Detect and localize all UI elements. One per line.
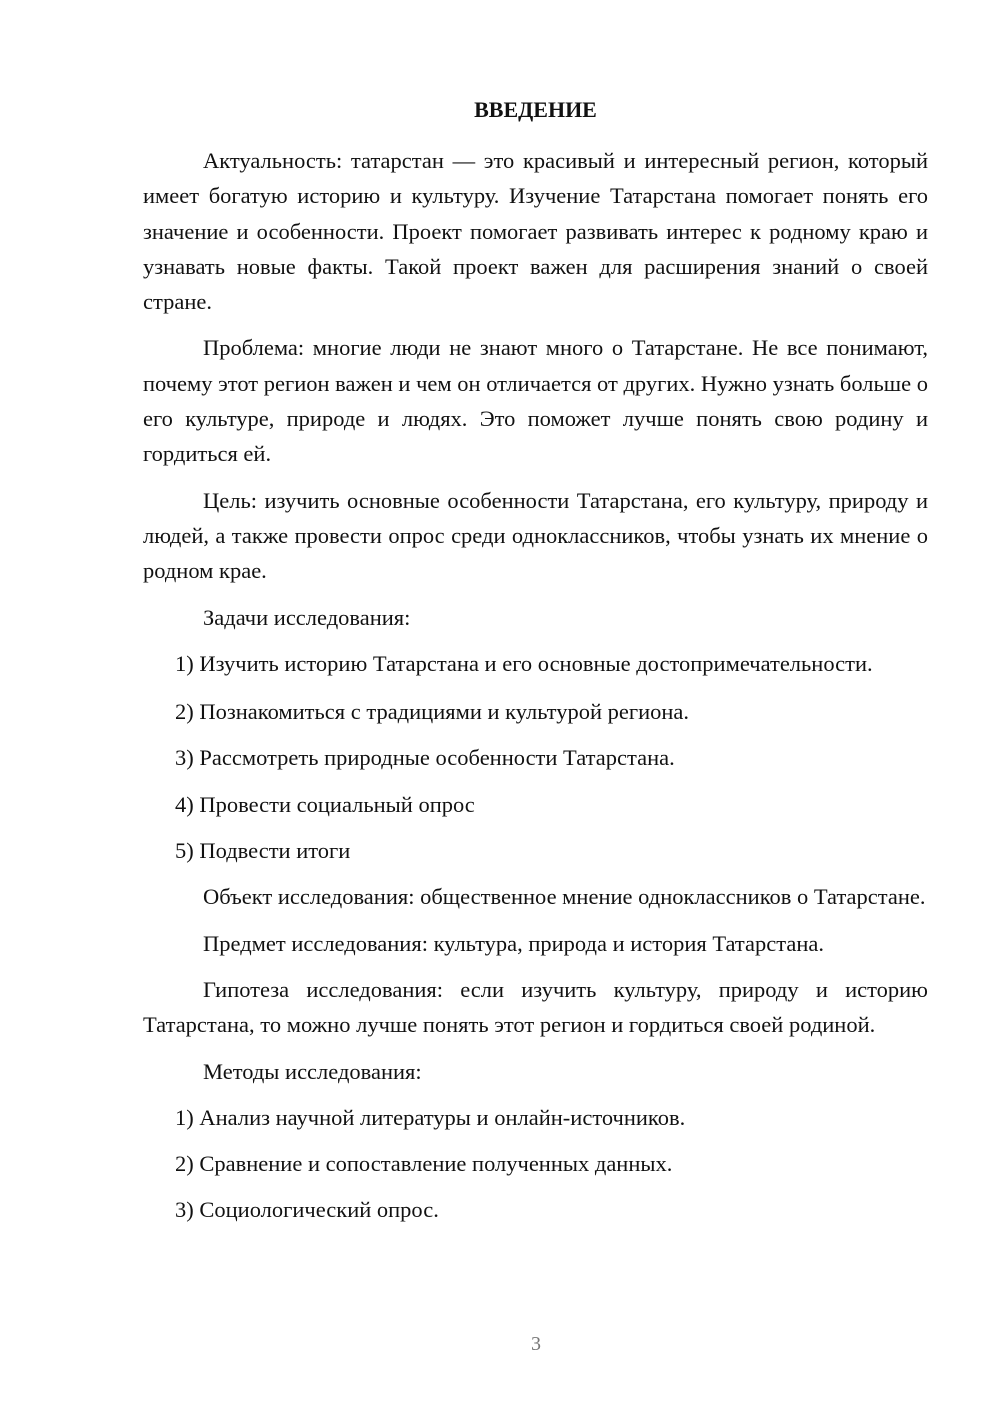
- task-item-1: 1) Изучить историю Татарстана и его основные достопримечательности.: [175, 650, 873, 676]
- method-item-3: 3) Социологический опрос.: [175, 1197, 439, 1223]
- subject-paragraph: Предмет исследования: культура, природа и история Татарстана.: [203, 930, 825, 956]
- methods-heading: Методы исследования:: [203, 1058, 422, 1084]
- tasks-heading: Задачи исследования:: [203, 604, 411, 630]
- method-item-1: 1) Анализ научной литературы и онлайн-источников.: [175, 1104, 686, 1130]
- goal-paragraph: Цель: изучить основные особенности Татарстана, его культуру, природу и людей, а также провести опрос среди одноклассников, чтобы узнать их мнение о родном крае.: [143, 487, 928, 584]
- page-title: ВВЕДЕНИЕ: [474, 97, 597, 122]
- relevance-paragraph: Актуальность: татарстан — это красивый и интересный регион, который имеет богатую историю и культуру. Изучение Татарстана помогает понять его значение и особенности. Проект помогает развивать интерес к родному краю и узнавать новые факты. Такой проект важен для расширения знаний о своей стране.: [143, 148, 928, 315]
- task-item-3: 3) Рассмотреть природные особенности Татарстана.: [175, 745, 675, 771]
- page-number: 3: [531, 1333, 541, 1355]
- problem-paragraph: Проблема: многие люди не знают много о Татарстане. Не все понимают, почему этот регион важен и чем он отличается от других. Нужно узнать больше о его культуре, природе и людях. Это поможет лучше понять свою родину и гордиться ей.: [143, 335, 928, 467]
- method-item-2: 2) Сравнение и сопоставление полученных данных.: [175, 1151, 673, 1177]
- hypothesis-paragraph: Гипотеза исследования: если изучить культуру, природу и историю Татарстана, то можно лучше понять этот регион и гордиться своей родиной.: [143, 976, 928, 1038]
- task-item-4: 4) Провести социальный опрос: [175, 791, 475, 817]
- task-item-2: 2) Познакомиться с традициями и культурой региона.: [175, 699, 690, 725]
- document-page: [143, 95, 928, 1228]
- task-item-5: 5) Подвести итоги: [175, 838, 351, 864]
- object-paragraph: Объект исследования: общественное мнение одноклассников о Татарстане.: [203, 884, 926, 910]
